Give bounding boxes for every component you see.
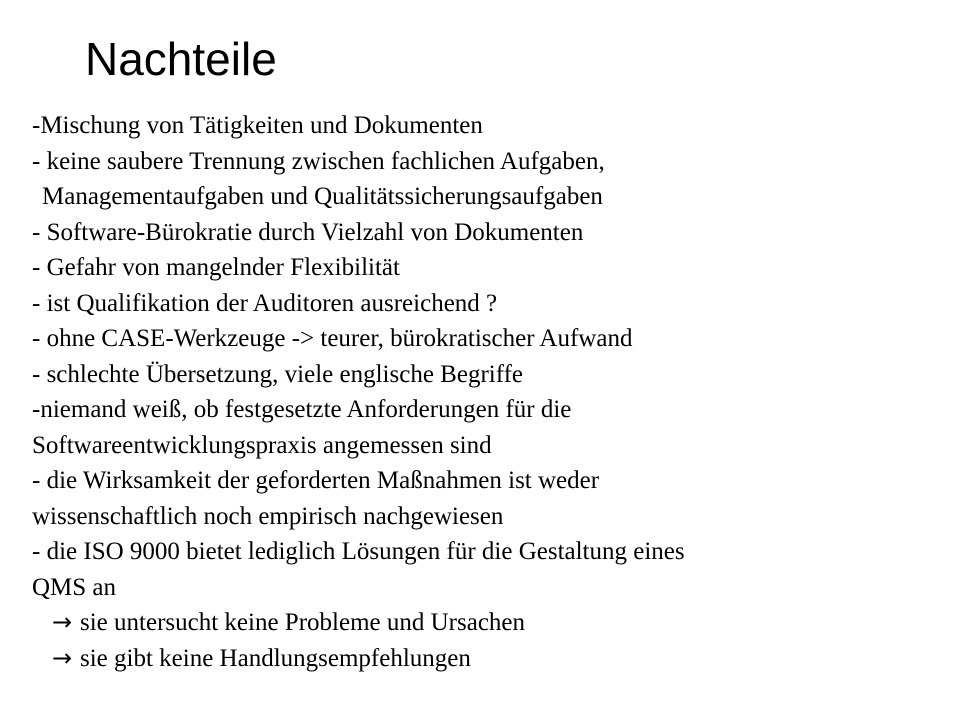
bullet-line-continuation: Softwareentwicklungspraxis angemessen sind [32,431,492,459]
slide-title: Nachteile [85,33,277,85]
bullet-line: - Gefahr von mangelnder Flexibilität [32,254,400,281]
bullet-line: - Software-Bürokratie durch Vielzahl von Dokumenten [32,218,584,246]
arrow-right-icon: → [52,643,73,672]
bullet-line-continuation: Managementaufgaben und Qualitätssicherungsaufgaben [42,183,603,210]
bullet-line-continuation: wissenschaftlich noch empirisch nachgewiesen [32,502,504,530]
sub-point [32,605,952,641]
bullet-line-continuation: QMS an [32,573,117,601]
bullet-line: - ohne CASE-Werkzeuge -> teurer, bürokratischer Aufwand [32,325,633,352]
bullet-line: - ist Qualifikation der Auditoren ausreichend ? [32,289,498,317]
bullet-line: - die ISO 9000 bietet lediglich Lösungen für die Gestaltung eines [32,538,685,565]
sub-point [32,641,952,677]
bullet-list [32,108,952,676]
bullet-line: -niemand weiß, ob festgesetzte Anforderungen für die [32,396,572,423]
sub-point-text: sie gibt keine Handlungsempfehlungen [80,644,471,672]
bullet-line: - die Wirksamkeit der geforderten Maßnahmen ist weder [32,467,600,494]
bullet-line: - keine saubere Trennung zwischen fachlichen Aufgaben, [32,147,605,175]
arrow-right-icon: → [52,608,73,636]
bullet-line: - schlechte Übersetzung, viele englische Begriffe [32,360,524,388]
bullet-line: -Mischung von Tätigkeiten und Dokumenten [32,112,483,139]
sub-point-text: sie untersucht keine Probleme und Ursachen [80,609,526,636]
